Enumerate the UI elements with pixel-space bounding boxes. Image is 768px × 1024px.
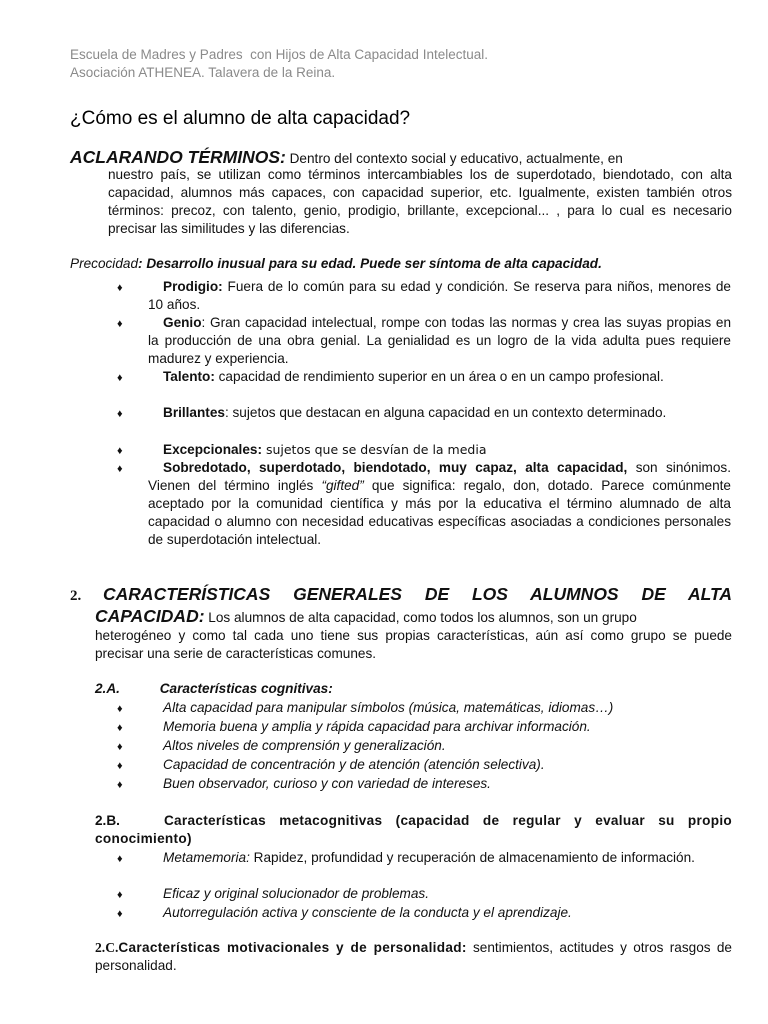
- list-item: [148, 459, 731, 549]
- section-2-number: 2.: [70, 588, 82, 604]
- section-2c: [95, 939, 732, 975]
- list-item: [148, 278, 731, 314]
- diamond-bullet-icon: ♦: [117, 908, 123, 920]
- section-2b-heading: [95, 812, 732, 848]
- section-2-intro: [95, 607, 732, 627]
- list-item: [148, 441, 731, 459]
- precocidad-text: : Desarrollo inusual para su edad. Puede ser síntoma de alta capacidad.: [138, 256, 602, 271]
- section-1-line1: Dentro del contexto social y educativo, actualmente, en: [289, 151, 623, 166]
- page-title: ¿Cómo es el alumno de alta capacidad?: [70, 108, 411, 129]
- list-item: Buen observador, curioso y con variedad de intereses.: [163, 776, 491, 791]
- diamond-bullet-icon: ♦: [117, 282, 123, 294]
- term-text-after: que significa: regalo, don, dotado. Parece comúnmente aceptado por la comunidad científica y más por la educativa el término alumnado de alta capacidad o alumno con necesidad educativas específicas asociadas a condiciones personales de superdotación intelectual.: [148, 478, 731, 547]
- section-1-body: nuestro país, se utilizan como términos intercambiables los de superdotado, biendotado, con alta capacidad, alumnos más capaces, con capacidad superior, etc. Igualmente, existen también otros términos: precoz, con talento, genio, prodigio, brillante, excepcional... , para lo cual es necesario precisar las similitudes y las diferencias.: [108, 167, 732, 236]
- term-label: Metamemoria:: [163, 850, 250, 865]
- header-line-1: Escuela de Madres y Padres con Hijos de Alta Capacidad Intelectual.: [70, 47, 488, 62]
- list-item: Memoria buena y amplia y rápida capacidad para archivar información.: [163, 719, 591, 734]
- diamond-bullet-icon: ♦: [117, 372, 123, 384]
- gifted-term: “gifted”: [321, 478, 364, 493]
- section-2a-number: 2.A.: [95, 681, 120, 696]
- term-text: Fuera de lo común para su edad y condición. Se reserva para niños, menores de 10 años.: [148, 279, 731, 312]
- section-2c-title: Características motivacionales y de personalidad:: [118, 940, 467, 955]
- section-2-heading: CARACTERÍSTICAS GENERALES DE LOS ALUMNOS DE ALTA: [103, 584, 733, 604]
- list-item: [148, 368, 731, 386]
- term-label: Sobredotado, superdotado, biendotado, muy capaz, alta capacidad,: [163, 460, 628, 475]
- section-2b-title: Características metacognitivas (capacidad de regular y evaluar su propio conocimiento): [95, 813, 732, 846]
- diamond-bullet-icon: ♦: [117, 741, 123, 753]
- list-item: Autorregulación activa y consciente de la conducta y el aprendizaje.: [163, 905, 572, 920]
- term-label: Brillantes: [163, 405, 225, 420]
- diamond-bullet-icon: ♦: [117, 853, 123, 865]
- diamond-bullet-icon: ♦: [117, 722, 123, 734]
- diamond-bullet-icon: ♦: [117, 779, 123, 791]
- list-item: Eficaz y original solucionador de problemas.: [163, 886, 429, 901]
- list-item: Capacidad de concentración y de atención (atención selectiva).: [163, 757, 545, 772]
- section-2-body: heterogéneo y como tal cada uno tiene sus propias características, aún así como grupo se puede precisar una serie de características comunes.: [95, 628, 732, 661]
- section-2-text-line1: Los alumnos de alta capacidad, como todos los alumnos, son un grupo: [204, 610, 637, 625]
- diamond-bullet-icon: ♦: [117, 463, 123, 475]
- list-item: Alta capacidad para manipular símbolos (música, matemáticas, idiomas…): [163, 700, 614, 715]
- term-text: : sujetos que destacan en alguna capacidad en un contexto determinado.: [224, 405, 667, 420]
- list-item: [148, 314, 731, 368]
- term-text-before: son sinónimos. Vienen del término inglés: [148, 460, 731, 493]
- term-label: Excepcionales:: [163, 442, 262, 457]
- term-label: Talento:: [163, 369, 215, 384]
- section-2c-text: sentimientos, actitudes y otros rasgos de personalidad.: [95, 940, 732, 973]
- section-1-heading: ACLARANDO TÉRMINOS:: [70, 147, 286, 167]
- diamond-bullet-icon: ♦: [117, 889, 123, 901]
- term-text: Rapidez, profundidad y recuperación de almacenamiento de información.: [249, 850, 695, 865]
- list-item: Altos niveles de comprensión y generalización.: [163, 738, 446, 753]
- diamond-bullet-icon: ♦: [117, 318, 123, 330]
- diamond-bullet-icon: ♦: [117, 703, 123, 715]
- term-label: Prodigio:: [163, 279, 223, 294]
- section-2-heading-line: [70, 585, 732, 605]
- diamond-bullet-icon: ♦: [117, 760, 123, 772]
- section-2c-number: 2.C.: [95, 940, 119, 955]
- precocidad-definition: [70, 255, 732, 273]
- term-text: : Gran capacidad intelectual, rompe con todas las normas y crea las suyas propias en la producción de una obra genial. La genialidad es un logro de la vida adulta pues requiere madurez y experiencia.: [148, 315, 731, 366]
- precocidad-term: Precocidad: [70, 256, 139, 271]
- term-label: Genio: [163, 315, 202, 330]
- diamond-bullet-icon: ♦: [117, 408, 123, 420]
- term-text: sujetos que se desvían de la media: [261, 442, 487, 457]
- diamond-bullet-icon: ♦: [117, 445, 123, 457]
- term-text: capacidad de rendimiento superior en un área o en un campo profesional.: [214, 369, 664, 384]
- section-2a-title: Características cognitivas:: [159, 681, 333, 696]
- list-item: [148, 849, 731, 867]
- section-2-heading-cont: CAPACIDAD:: [95, 606, 205, 626]
- section-2b-number: 2.B.: [95, 813, 120, 828]
- header-line-2: Asociación ATHENEA. Talavera de la Reina.: [70, 65, 336, 80]
- list-item: [148, 404, 731, 422]
- section-1-intro: [70, 148, 732, 168]
- document-header: [70, 46, 488, 82]
- section-2a-heading: [95, 680, 732, 698]
